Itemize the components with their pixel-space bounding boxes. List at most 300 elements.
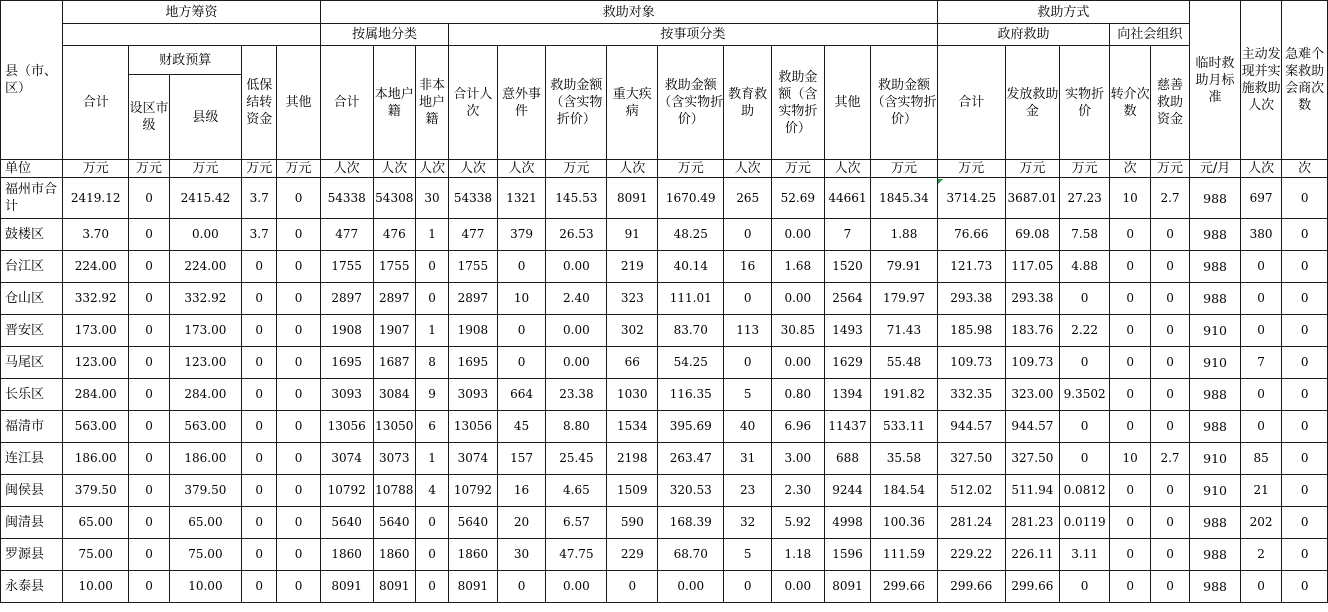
value-cell[interactable]: 100.36 [871,507,937,539]
in-kind-header[interactable]: 实物折价 [1059,46,1110,160]
value-cell[interactable]: 323 [607,283,658,315]
value-cell[interactable]: 0.00 [771,347,824,379]
value-cell[interactable]: 0.00 [771,571,824,603]
value-cell[interactable]: 533.11 [871,411,937,443]
value-cell[interactable]: 2.30 [771,475,824,507]
county-header[interactable]: 县（市、区） [1,1,63,160]
value-cell[interactable]: 1908 [320,315,373,347]
value-cell[interactable]: 0 [242,443,277,475]
county-name-cell[interactable]: 台江区 [1,251,63,283]
value-cell[interactable]: 11437 [824,411,871,443]
value-cell[interactable]: 109.73 [937,347,1005,379]
value-cell[interactable]: 0 [242,411,277,443]
value-cell[interactable]: 65.00 [169,507,241,539]
value-cell[interactable]: 13050 [373,411,415,443]
value-cell[interactable]: 0 [497,251,546,283]
value-cell[interactable]: 0 [277,507,321,539]
value-cell[interactable]: 1596 [824,539,871,571]
emergency-header[interactable]: 急难个案救助会商次数 [1282,1,1328,160]
value-cell[interactable]: 0 [277,219,321,251]
value-cell[interactable]: 3687.01 [1005,178,1059,219]
value-cell[interactable]: 0 [607,571,658,603]
value-cell[interactable]: 16 [724,251,772,283]
county-name-cell[interactable]: 马尾区 [1,347,63,379]
dibao-header[interactable]: 低保结转资金 [242,46,277,160]
value-cell[interactable]: 2564 [824,283,871,315]
value-cell[interactable]: 988 [1190,507,1241,539]
value-cell[interactable]: 0 [724,219,772,251]
value-cell[interactable]: 0.00 [546,315,607,347]
value-cell[interactable]: 327.50 [937,443,1005,475]
value-cell[interactable]: 4 [415,475,448,507]
value-cell[interactable]: 0 [1282,507,1328,539]
value-cell[interactable]: 23.38 [546,379,607,411]
value-cell[interactable]: 7.58 [1059,219,1110,251]
value-cell[interactable]: 0 [277,539,321,571]
value-cell[interactable]: 1321 [497,178,546,219]
value-cell[interactable]: 10 [1110,178,1150,219]
value-cell[interactable]: 332.92 [169,283,241,315]
value-cell[interactable]: 327.50 [1005,443,1059,475]
value-cell[interactable]: 395.69 [658,411,724,443]
value-cell[interactable]: 113 [724,315,772,347]
relief-amount-1-header[interactable]: 救助金额（含实物折价） [546,46,607,160]
local-funding-header[interactable]: 地方筹资 [63,1,321,24]
value-cell[interactable]: 68.70 [658,539,724,571]
value-cell[interactable]: 4998 [824,507,871,539]
value-cell[interactable]: 0 [129,315,169,347]
value-cell[interactable]: 71.43 [871,315,937,347]
value-cell[interactable]: 16 [497,475,546,507]
gov-total-header[interactable]: 合计 [937,46,1005,160]
value-cell[interactable]: 9.3502 [1059,379,1110,411]
unit-cell[interactable]: 万元 [871,160,937,178]
value-cell[interactable]: 0 [242,251,277,283]
value-cell[interactable]: 3.00 [771,443,824,475]
value-cell[interactable]: 10 [1110,443,1150,475]
unit-cell[interactable]: 次 [1282,160,1328,178]
value-cell[interactable]: 0 [129,443,169,475]
value-cell[interactable]: 173.00 [169,315,241,347]
value-cell[interactable]: 229 [607,539,658,571]
relief-amount-4-header[interactable]: 救助金额（含实物折价） [871,46,937,160]
value-cell[interactable]: 0 [129,283,169,315]
value-cell[interactable]: 0 [277,315,321,347]
value-cell[interactable]: 116.35 [658,379,724,411]
value-cell[interactable]: 117.05 [1005,251,1059,283]
value-cell[interactable]: 0.00 [546,571,607,603]
value-cell[interactable]: 0 [129,411,169,443]
cash-header[interactable]: 发放救助金 [1005,46,1059,160]
value-cell[interactable]: 3073 [373,443,415,475]
value-cell[interactable]: 13056 [320,411,373,443]
value-cell[interactable]: 44661 [824,178,871,219]
unit-cell[interactable]: 人次 [449,160,498,178]
value-cell[interactable]: 8 [415,347,448,379]
value-cell[interactable]: 0 [1150,379,1189,411]
value-cell[interactable]: 0 [129,347,169,379]
value-cell[interactable]: 25.45 [546,443,607,475]
value-cell[interactable]: 6.96 [771,411,824,443]
value-cell[interactable]: 54308 [373,178,415,219]
value-cell[interactable]: 3.7 [242,178,277,219]
value-cell[interactable]: 111.01 [658,283,724,315]
value-cell[interactable]: 477 [449,219,498,251]
value-cell[interactable]: 0 [497,347,546,379]
value-cell[interactable]: 0 [1150,347,1189,379]
fiscal-budget-header[interactable]: 财政预算 [129,46,242,75]
value-cell[interactable]: 1.68 [771,251,824,283]
value-cell[interactable]: 40 [724,411,772,443]
referrals-header[interactable]: 转介次数 [1110,46,1150,160]
value-cell[interactable]: 75.00 [63,539,129,571]
value-cell[interactable]: 0.00 [546,347,607,379]
value-cell[interactable]: 944.57 [1005,411,1059,443]
value-cell[interactable]: 0 [1110,315,1150,347]
value-cell[interactable]: 1.18 [771,539,824,571]
value-cell[interactable]: 0 [1110,571,1150,603]
value-cell[interactable]: 1509 [607,475,658,507]
value-cell[interactable]: 1755 [373,251,415,283]
value-cell[interactable]: 988 [1190,539,1241,571]
value-cell[interactable]: 0 [1150,219,1189,251]
value-cell[interactable]: 0 [242,475,277,507]
value-cell[interactable]: 0 [277,443,321,475]
value-cell[interactable]: 6 [415,411,448,443]
value-cell[interactable]: 0.00 [771,219,824,251]
value-cell[interactable]: 3.11 [1059,539,1110,571]
value-cell[interactable]: 988 [1190,251,1241,283]
county-name-cell[interactable]: 永泰县 [1,571,63,603]
value-cell[interactable]: 563.00 [169,411,241,443]
value-cell[interactable]: 944.57 [937,411,1005,443]
value-cell[interactable]: 191.82 [871,379,937,411]
value-cell[interactable]: 20 [497,507,546,539]
value-cell[interactable]: 0 [277,379,321,411]
value-cell[interactable]: 224.00 [63,251,129,283]
value-cell[interactable]: 3084 [373,379,415,411]
value-cell[interactable]: 664 [497,379,546,411]
unit-cell[interactable]: 人次 [373,160,415,178]
value-cell[interactable]: 27.23 [1059,178,1110,219]
value-cell[interactable]: 332.92 [63,283,129,315]
value-cell[interactable]: 2.7 [1150,443,1189,475]
value-cell[interactable]: 2198 [607,443,658,475]
value-cell[interactable]: 3074 [320,443,373,475]
value-cell[interactable]: 910 [1190,443,1241,475]
value-cell[interactable]: 0 [1282,178,1328,219]
value-cell[interactable]: 0 [1240,251,1281,283]
value-cell[interactable]: 1755 [449,251,498,283]
value-cell[interactable]: 0 [497,571,546,603]
value-cell[interactable]: 0 [277,178,321,219]
value-cell[interactable]: 563.00 [63,411,129,443]
value-cell[interactable]: 54338 [449,178,498,219]
value-cell[interactable]: 26.53 [546,219,607,251]
value-cell[interactable]: 8091 [373,571,415,603]
value-cell[interactable]: 302 [607,315,658,347]
by-event-header[interactable]: 按事项分类 [449,24,938,46]
value-cell[interactable]: 3.70 [63,219,129,251]
value-cell[interactable]: 69.08 [1005,219,1059,251]
value-cell[interactable]: 379 [497,219,546,251]
value-cell[interactable]: 0 [497,315,546,347]
non-local-header[interactable]: 非本地户籍 [415,46,448,160]
value-cell[interactable]: 379.50 [169,475,241,507]
value-cell[interactable]: 10792 [449,475,498,507]
value-cell[interactable]: 0 [1282,283,1328,315]
value-cell[interactable]: 512.02 [937,475,1005,507]
value-cell[interactable]: 0 [1282,219,1328,251]
value-cell[interactable]: 988 [1190,283,1241,315]
value-cell[interactable]: 226.11 [1005,539,1059,571]
value-cell[interactable]: 0 [724,571,772,603]
to-org-header[interactable]: 向社会组织 [1110,24,1190,46]
unit-cell[interactable]: 人次 [607,160,658,178]
value-cell[interactable]: 45 [497,411,546,443]
value-cell[interactable]: 10 [497,283,546,315]
method-header[interactable]: 救助方式 [937,1,1190,24]
value-cell[interactable]: 7 [824,219,871,251]
value-cell[interactable]: 299.66 [937,571,1005,603]
value-cell[interactable]: 0 [129,571,169,603]
value-cell[interactable]: 10.00 [63,571,129,603]
value-cell[interactable]: 0 [242,539,277,571]
value-cell[interactable]: 988 [1190,379,1241,411]
total-persons-header[interactable]: 合计人次 [449,46,498,160]
value-cell[interactable]: 293.38 [937,283,1005,315]
value-cell[interactable]: 179.97 [871,283,937,315]
value-cell[interactable]: 0 [1282,539,1328,571]
value-cell[interactable]: 0 [415,283,448,315]
unit-cell[interactable]: 万元 [937,160,1005,178]
value-cell[interactable]: 0 [1059,571,1110,603]
funding-other-header[interactable]: 其他 [277,46,321,160]
value-cell[interactable]: 32 [724,507,772,539]
value-cell[interactable]: 0 [1110,347,1150,379]
value-cell[interactable]: 5640 [449,507,498,539]
units-label[interactable]: 单位 [1,160,63,178]
unit-cell[interactable]: 万元 [1150,160,1189,178]
value-cell[interactable]: 3074 [449,443,498,475]
value-cell[interactable]: 1695 [449,347,498,379]
value-cell[interactable]: 0 [1150,251,1189,283]
county-name-cell[interactable]: 长乐区 [1,379,63,411]
value-cell[interactable]: 109.73 [1005,347,1059,379]
value-cell[interactable]: 1687 [373,347,415,379]
household-total-header[interactable]: 合计 [320,46,373,160]
value-cell[interactable]: 511.94 [1005,475,1059,507]
value-cell[interactable]: 0 [1282,475,1328,507]
value-cell[interactable]: 5.92 [771,507,824,539]
value-cell[interactable]: 1030 [607,379,658,411]
county-name-cell[interactable]: 闽清县 [1,507,63,539]
value-cell[interactable]: 0 [724,347,772,379]
unit-cell[interactable]: 元/月 [1190,160,1241,178]
value-cell[interactable]: 65.00 [63,507,129,539]
value-cell[interactable]: 202 [1240,507,1281,539]
value-cell[interactable]: 1755 [320,251,373,283]
unit-cell[interactable]: 人次 [320,160,373,178]
value-cell[interactable]: 3093 [449,379,498,411]
value-cell[interactable]: 185.98 [937,315,1005,347]
value-cell[interactable]: 76.66 [937,219,1005,251]
value-cell[interactable]: 8091 [449,571,498,603]
value-cell[interactable]: 0 [415,251,448,283]
county-name-cell[interactable]: 鼓楼区 [1,219,63,251]
value-cell[interactable]: 83.70 [658,315,724,347]
value-cell[interactable]: 1629 [824,347,871,379]
recipients-header[interactable]: 救助对象 [320,1,937,24]
value-cell[interactable]: 3093 [320,379,373,411]
value-cell[interactable]: 8091 [607,178,658,219]
value-cell[interactable]: 0 [1110,219,1150,251]
value-cell[interactable]: 186.00 [63,443,129,475]
charity-header[interactable]: 慈善救助资金 [1150,46,1189,160]
relief-amount-2-header[interactable]: 救助金额（含实物折价） [658,46,724,160]
value-cell[interactable]: 0 [129,251,169,283]
unit-cell[interactable]: 人次 [1240,160,1281,178]
value-cell[interactable]: 4.65 [546,475,607,507]
value-cell[interactable]: 13056 [449,411,498,443]
value-cell[interactable]: 2.40 [546,283,607,315]
value-cell[interactable]: 0 [129,475,169,507]
value-cell[interactable]: 10788 [373,475,415,507]
value-cell[interactable]: 1493 [824,315,871,347]
unit-cell[interactable]: 次 [1110,160,1150,178]
value-cell[interactable]: 9 [415,379,448,411]
value-cell[interactable]: 23 [724,475,772,507]
value-cell[interactable]: 0 [1282,251,1328,283]
value-cell[interactable]: 281.23 [1005,507,1059,539]
value-cell[interactable]: 0 [242,347,277,379]
value-cell[interactable]: 0.0119 [1059,507,1110,539]
value-cell[interactable]: 8.80 [546,411,607,443]
value-cell[interactable]: 3714.25 [937,178,1005,219]
value-cell[interactable]: 5 [724,539,772,571]
value-cell[interactable]: 4.88 [1059,251,1110,283]
county-name-cell[interactable]: 福清市 [1,411,63,443]
value-cell[interactable]: 988 [1190,178,1241,219]
value-cell[interactable]: 0 [1059,411,1110,443]
value-cell[interactable]: 0.00 [546,251,607,283]
value-cell[interactable]: 0 [277,283,321,315]
value-cell[interactable]: 1520 [824,251,871,283]
unit-cell[interactable]: 万元 [771,160,824,178]
value-cell[interactable]: 0 [129,379,169,411]
county-name-cell[interactable]: 闽侯县 [1,475,63,507]
value-cell[interactable]: 111.59 [871,539,937,571]
value-cell[interactable]: 0 [1282,571,1328,603]
value-cell[interactable]: 380 [1240,219,1281,251]
value-cell[interactable]: 2 [1240,539,1281,571]
value-cell[interactable]: 323.00 [1005,379,1059,411]
value-cell[interactable]: 5640 [320,507,373,539]
value-cell[interactable]: 0 [129,178,169,219]
value-cell[interactable]: 0 [415,571,448,603]
value-cell[interactable]: 0 [1110,507,1150,539]
value-cell[interactable]: 988 [1190,571,1241,603]
value-cell[interactable]: 320.53 [658,475,724,507]
value-cell[interactable]: 0 [1282,443,1328,475]
value-cell[interactable]: 697 [1240,178,1281,219]
value-cell[interactable]: 0 [1240,315,1281,347]
value-cell[interactable]: 0 [1059,347,1110,379]
value-cell[interactable]: 379.50 [63,475,129,507]
value-cell[interactable]: 91 [607,219,658,251]
value-cell[interactable]: 0 [277,347,321,379]
value-cell[interactable]: 688 [824,443,871,475]
value-cell[interactable]: 590 [607,507,658,539]
unit-cell[interactable]: 万元 [1005,160,1059,178]
value-cell[interactable]: 1860 [320,539,373,571]
value-cell[interactable]: 1907 [373,315,415,347]
value-cell[interactable]: 988 [1190,411,1241,443]
unit-cell[interactable]: 人次 [824,160,871,178]
value-cell[interactable]: 66 [607,347,658,379]
value-cell[interactable]: 0 [1059,283,1110,315]
value-cell[interactable]: 0 [1240,411,1281,443]
value-cell[interactable]: 10792 [320,475,373,507]
gov-relief-header[interactable]: 政府救助 [937,24,1110,46]
value-cell[interactable]: 477 [320,219,373,251]
value-cell[interactable]: 910 [1190,475,1241,507]
value-cell[interactable]: 0 [129,539,169,571]
unit-cell[interactable]: 万元 [1059,160,1110,178]
unit-cell[interactable]: 万元 [129,160,169,178]
value-cell[interactable]: 0 [1150,315,1189,347]
value-cell[interactable]: 168.39 [658,507,724,539]
value-cell[interactable]: 30.85 [771,315,824,347]
value-cell[interactable]: 0 [415,539,448,571]
unit-cell[interactable]: 人次 [724,160,772,178]
value-cell[interactable]: 1908 [449,315,498,347]
value-cell[interactable]: 31 [724,443,772,475]
county-name-cell[interactable]: 罗源县 [1,539,63,571]
value-cell[interactable]: 910 [1190,315,1241,347]
value-cell[interactable]: 2897 [449,283,498,315]
value-cell[interactable]: 0 [1150,411,1189,443]
value-cell[interactable]: 0.80 [771,379,824,411]
value-cell[interactable]: 52.69 [771,178,824,219]
county-name-cell[interactable]: 连江县 [1,443,63,475]
value-cell[interactable]: 157 [497,443,546,475]
county-name-cell[interactable]: 晋安区 [1,315,63,347]
value-cell[interactable]: 0 [1150,571,1189,603]
value-cell[interactable]: 0.00 [658,571,724,603]
value-cell[interactable]: 0 [1282,315,1328,347]
unit-cell[interactable]: 万元 [658,160,724,178]
value-cell[interactable]: 1 [415,219,448,251]
value-cell[interactable]: 265 [724,178,772,219]
value-cell[interactable]: 0 [1110,475,1150,507]
value-cell[interactable]: 1534 [607,411,658,443]
county-name-cell[interactable]: 仓山区 [1,283,63,315]
unit-cell[interactable]: 万元 [63,160,129,178]
value-cell[interactable]: 47.75 [546,539,607,571]
value-cell[interactable]: 30 [415,178,448,219]
value-cell[interactable]: 0 [1110,539,1150,571]
value-cell[interactable]: 2.22 [1059,315,1110,347]
value-cell[interactable]: 121.73 [937,251,1005,283]
value-cell[interactable]: 0.0812 [1059,475,1110,507]
by-household-header[interactable]: 按属地分类 [320,24,448,46]
value-cell[interactable]: 2.7 [1150,178,1189,219]
value-cell[interactable]: 3.7 [242,219,277,251]
value-cell[interactable]: 281.24 [937,507,1005,539]
value-cell[interactable]: 40.14 [658,251,724,283]
value-cell[interactable]: 9244 [824,475,871,507]
